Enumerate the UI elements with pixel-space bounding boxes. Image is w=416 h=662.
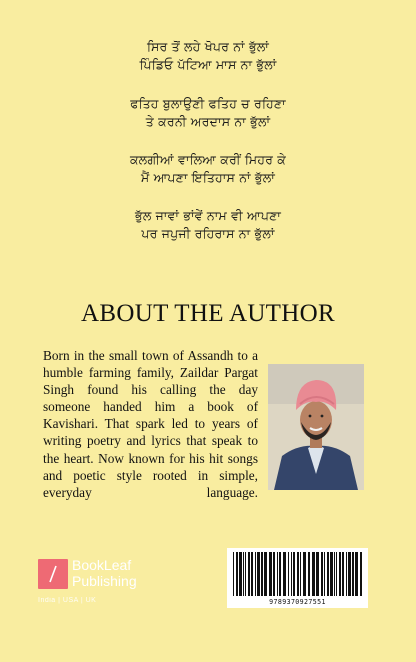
bookleaf-logo-icon	[38, 559, 68, 589]
isbn-number: 9789370927551	[269, 598, 326, 606]
poem-stanza-2	[0, 95, 416, 131]
author-bio: Born in the small town of Assandh to a humble farming family, Zaildar Pargat Singh found his calling the day someone handed him a book of Kavishari. That spark led to years of writing poetry and lyrics that speak to the heart. Now known for his hit songs and poetic style rooted in simple, everyday language.	[43, 348, 258, 500]
publisher-name-line1: BookLeaf	[72, 557, 132, 573]
about-the-author-heading: ABOUT THE AUTHOR	[81, 300, 335, 327]
publisher-name	[72, 557, 152, 589]
poem-line: ਪਰ ਜਪੁਜੀ ਰਹਿਰਾਸ ਨਾ ਭੁੱਲਾਂ	[141, 226, 275, 241]
poem-line: ਭੁੱਲ ਜਾਵਾਂ ਭਾਂਵੇਂ ਨਾਮ ਵੀ ਆਪਣਾ	[134, 208, 282, 223]
poem-line: ਕਲਗੀਆਂ ਵਾਲਿਆ ਕਰੀਂ ਮਿਹਰ ਕੇ	[129, 152, 287, 167]
isbn-barcode	[227, 548, 368, 608]
publisher-logo-block	[38, 557, 148, 607]
poem-stanza-1	[0, 38, 416, 74]
author-portrait-illustration	[268, 364, 364, 490]
poem-line: ਸਿਰ ਤੋਂ ਲਹੇ ਖੋਪਰ ਨਾਂ ਭੁੱਲਾਂ	[146, 39, 270, 54]
author-photo	[268, 364, 364, 490]
poem-line: ਪਿੰਡਿਓ ਪੱਟਿਆ ਮਾਸ ਨਾ ਭੁੱਲਾਂ	[139, 57, 277, 72]
barcode-bars	[233, 552, 362, 596]
publisher-name-line2: Publishing	[72, 573, 137, 589]
publisher-regions: India | USA | UK	[38, 597, 97, 604]
poem-line: ਮੈਂ ਆਪਣਾ ਇਤਿਹਾਸ ਨਾਂ ਭੁੱਲਾਂ	[141, 170, 275, 185]
poem-stanza-3	[0, 151, 416, 187]
poem-stanza-4	[0, 207, 416, 243]
poem-line: ਫਤਿਹ ਬੁਲਾਉਣੀ ਫਤਿਹ ਚ ਰਹਿਣਾ	[130, 96, 286, 111]
poem-line: ਤੇ ਕਰਨੀ ਅਰਦਾਸ ਨਾ ਭੁੱਲਾਂ	[145, 114, 271, 129]
